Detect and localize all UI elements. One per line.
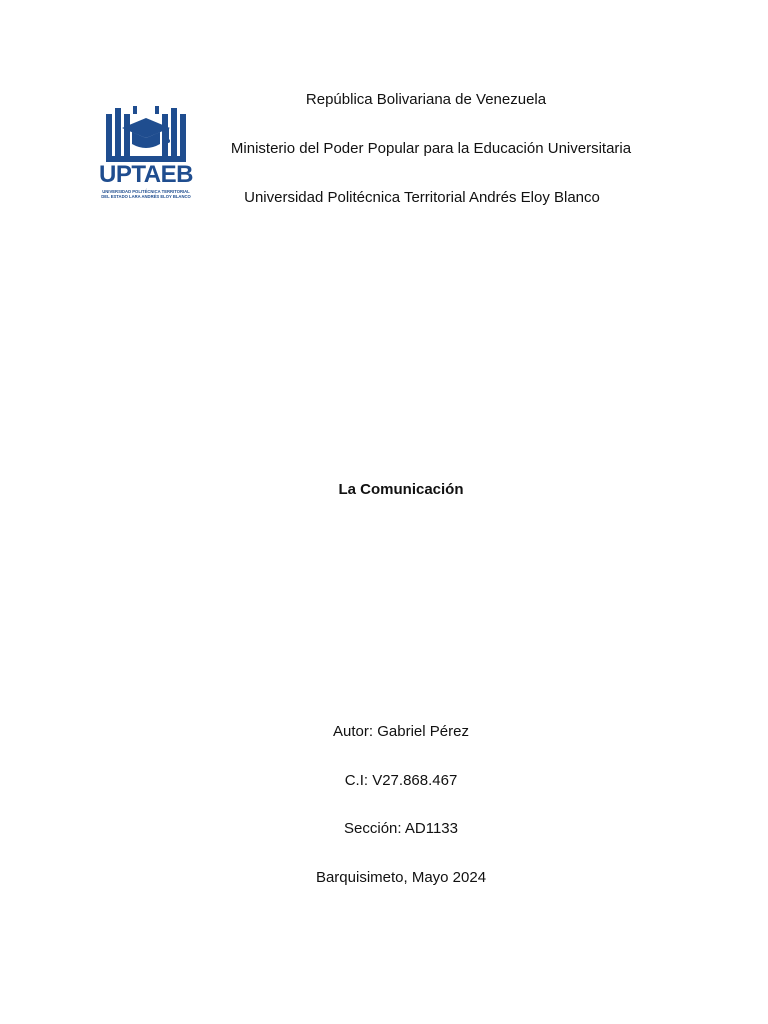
id-number-line: C.I: V27.868.467 bbox=[344, 772, 458, 789]
header-ministry: Ministerio del Poder Popular para la Educación Universitaria bbox=[230, 140, 632, 157]
header-university: Universidad Politécnica Territorial Andrés Eloy Blanco bbox=[244, 189, 600, 206]
place-date-line: Barquisimeto, Mayo 2024 bbox=[315, 869, 487, 886]
logo-subline: DEL ESTADO LARA ANDRÉS ELOY BLANCO bbox=[101, 194, 191, 199]
section-line: Sección: AD1133 bbox=[344, 820, 458, 837]
university-logo bbox=[88, 104, 204, 204]
author-line: Autor: Gabriel Pérez bbox=[333, 723, 469, 740]
header-country: República Bolivariana de Venezuela bbox=[305, 91, 547, 108]
document-title: La Comunicación bbox=[338, 481, 464, 498]
university-building-icon bbox=[88, 104, 204, 164]
logo-subline: UNIVERSIDAD POLITÉCNICA TERRITORIAL bbox=[102, 189, 190, 194]
logo-wordmark: UPTAEB bbox=[99, 161, 193, 188]
